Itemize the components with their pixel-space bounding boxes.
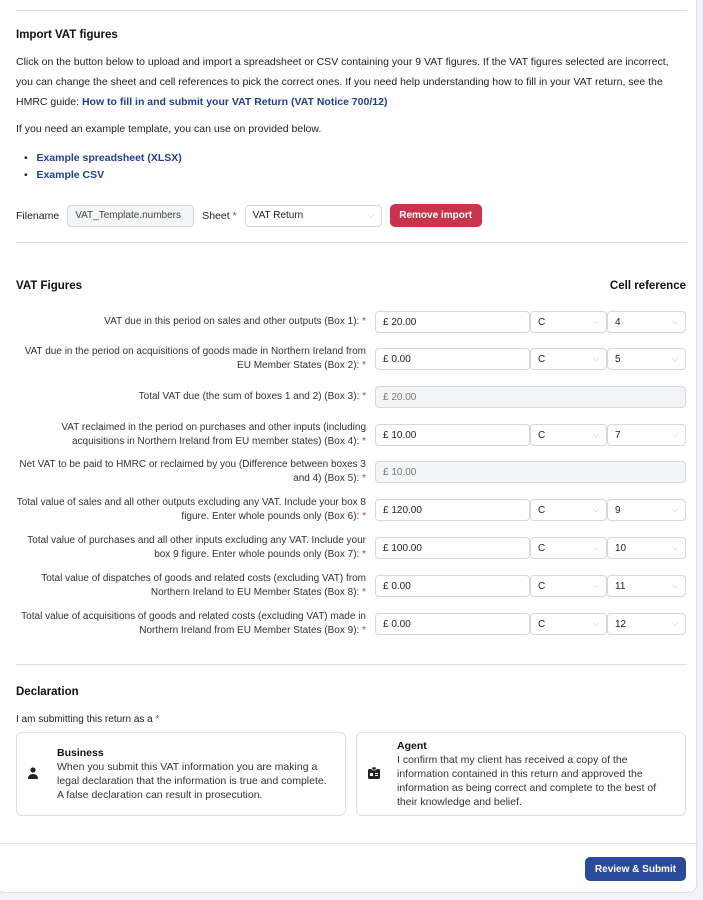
divider	[16, 664, 687, 665]
vat-figure-label	[16, 572, 370, 600]
declaration-title: Declaration	[16, 686, 79, 698]
example-xlsx-link[interactable]: Example spreadsheet (XLSX)	[36, 152, 182, 164]
column-value: C	[538, 542, 546, 554]
chevron-down-icon: ⌵	[671, 354, 678, 363]
row-value: 9	[615, 504, 621, 516]
list-item: • Example CSV	[24, 169, 105, 181]
import-controls	[16, 204, 482, 227]
review-submit-button[interactable]: Review & Submit	[585, 857, 686, 881]
required-icon: *	[155, 714, 160, 725]
required-icon: *	[232, 209, 237, 222]
label-text: Total value of sales and all other outputs excluding any VAT. Include your box 8 figure. Enter whole pounds only (Box 6):	[16, 497, 366, 522]
remove-import-button[interactable]: Remove import	[390, 204, 482, 227]
label-text: Net VAT to be paid to HMRC or reclaimed by you (Difference between boxes 3 and 4) (Box 5):	[19, 459, 366, 484]
filename-field[interactable]: VAT_Template.numbers	[67, 205, 194, 227]
label-text: VAT due in the period on acquisitions of goods made in Northern Ireland from EU Member States (Box 2):	[24, 346, 366, 371]
cell-column-select[interactable]	[530, 537, 607, 559]
hmrc-guide-link[interactable]: How to fill in and submit your VAT Return (VAT Notice 700/12)	[81, 96, 388, 108]
vat-figure-input[interactable]: £ 20.00	[375, 311, 530, 333]
vat-figures-title: VAT Figures	[16, 280, 83, 292]
column-value: C	[538, 618, 546, 630]
divider	[16, 242, 687, 243]
cell-column-select[interactable]	[530, 499, 607, 521]
chevron-down-icon: ⌵	[592, 543, 599, 552]
example-links	[24, 150, 182, 184]
vat-figure-row	[16, 307, 686, 337]
chevron-down-icon: ⌵	[592, 317, 599, 326]
row-value: 7	[615, 429, 621, 441]
vat-figure-row	[16, 344, 686, 374]
column-value: C	[538, 580, 546, 592]
cell-row-select[interactable]	[607, 499, 686, 521]
vat-figure-input[interactable]: £ 0.00	[375, 348, 530, 370]
chevron-down-icon: ⌵	[671, 430, 678, 439]
label-text: Total value of purchases and all other inputs excluding any VAT. Include your box 9 figure. Enter whole pounds only (Box 7):	[27, 535, 366, 560]
row-value: 4	[615, 316, 621, 328]
required-icon: *	[362, 360, 366, 371]
sheet-value: VAT Return	[252, 210, 304, 221]
vat-figure-input[interactable]: £ 10.00	[375, 424, 530, 446]
vat-figure-row	[16, 609, 686, 639]
vat-figure-row	[16, 533, 686, 563]
cell-column-select[interactable]	[530, 311, 607, 333]
sheet-label-text: Sheet	[202, 209, 230, 222]
cell-row-select[interactable]	[607, 311, 686, 333]
option-text	[57, 746, 335, 802]
chevron-down-icon: ⌵	[592, 619, 599, 628]
vat-figure-row	[16, 495, 686, 525]
declaration-prompt	[16, 714, 159, 725]
person-icon	[27, 766, 57, 782]
option-business[interactable]	[16, 732, 346, 816]
vat-figure-row	[16, 420, 686, 450]
vat-figure-input[interactable]: £ 0.00	[375, 613, 530, 635]
required-icon: *	[362, 511, 366, 522]
option-agent[interactable]	[356, 732, 686, 816]
vat-figure-input[interactable]: £ 120.00	[375, 499, 530, 521]
chevron-down-icon: ⌵	[367, 210, 374, 220]
vat-figure-label	[16, 345, 370, 373]
option-text	[397, 739, 675, 809]
cell-column-select[interactable]	[530, 575, 607, 597]
cell-column-select[interactable]	[530, 424, 607, 446]
filename-label: Filename	[16, 209, 60, 222]
option-title: Business	[57, 747, 104, 759]
chevron-down-icon: ⌵	[671, 317, 678, 326]
import-intro	[16, 52, 688, 112]
sheet-label	[202, 210, 236, 222]
row-value: 12	[615, 618, 627, 630]
divider	[0, 843, 698, 844]
vat-figure-label	[16, 315, 370, 329]
cell-row-select[interactable]	[607, 575, 686, 597]
sheet-select[interactable]	[245, 205, 382, 227]
vat-figure-row	[16, 571, 686, 601]
chevron-down-icon: ⌵	[592, 430, 599, 439]
chevron-down-icon: ⌵	[671, 581, 678, 590]
label-text: Total value of dispatches of goods and related costs (excluding VAT) from Northern Ireland to EU Member States (Box 8):	[41, 573, 366, 598]
column-value: C	[538, 429, 546, 441]
required-icon: *	[362, 473, 366, 484]
chevron-down-icon: ⌵	[592, 354, 599, 363]
cell-row-select[interactable]	[607, 613, 686, 635]
column-value: C	[538, 504, 546, 516]
import-title: Import VAT figures	[16, 29, 118, 41]
vat-figure-input: £ 10.00	[375, 461, 686, 483]
required-icon: *	[362, 436, 366, 447]
label-text: VAT due in this period on sales and other outputs (Box 1):	[104, 316, 360, 327]
required-icon: *	[362, 391, 366, 402]
option-title: Agent	[397, 740, 427, 752]
vat-figure-input[interactable]: £ 100.00	[375, 537, 530, 559]
cell-row-select[interactable]	[607, 537, 686, 559]
row-value: 10	[615, 542, 627, 554]
list-item: • Example spreadsheet (XLSX)	[24, 152, 182, 164]
required-icon: *	[362, 625, 366, 636]
chevron-down-icon: ⌵	[592, 581, 599, 590]
intro-text: Click on the button below to upload and import a spreadsheet or CSV containing your 9 VAT figures. If the VAT figures selected are incorrect, you can change the sheet and cell references to pick the correct ones. If you need help understanding how to fill in your VAT return, see the HMRC guide:	[16, 56, 669, 108]
column-value: C	[538, 353, 546, 365]
cell-column-select[interactable]	[530, 348, 607, 370]
vat-figure-input: £ 20.00	[375, 386, 686, 408]
required-icon: *	[362, 316, 366, 327]
vat-figure-input[interactable]: £ 0.00	[375, 575, 530, 597]
required-icon: *	[362, 587, 366, 598]
chevron-down-icon: ⌵	[671, 505, 678, 514]
template-text: If you need an example template, you can use on provided below.	[16, 123, 322, 135]
option-description: When you submit this VAT information you are making a legal declaration that the information is true and complete. A false declaration can result in prosecution.	[57, 761, 327, 801]
divider	[16, 10, 687, 11]
label-text: VAT reclaimed in the period on purchases and other inputs (including acquisitions in Northern Ireland from EU member states) (Box 4):	[61, 422, 366, 447]
vat-figure-row	[16, 382, 686, 412]
vat-figure-label	[16, 610, 370, 638]
id-badge-icon	[367, 766, 397, 783]
option-description: I confirm that my client has received a copy of the information contained in this return and approved the information as being correct and complete to the best of their knowledge and belief.	[397, 754, 657, 808]
example-csv-link[interactable]: Example CSV	[36, 169, 105, 181]
vat-figure-label	[16, 458, 370, 486]
vat-figure-label	[16, 496, 370, 524]
chevron-down-icon: ⌵	[592, 505, 599, 514]
cell-row-select[interactable]	[607, 348, 686, 370]
cell-reference-title: Cell reference	[609, 280, 686, 292]
cell-row-select[interactable]	[607, 424, 686, 446]
chevron-down-icon: ⌵	[671, 619, 678, 628]
required-icon: *	[362, 549, 366, 560]
chevron-down-icon: ⌵	[671, 543, 678, 552]
vat-figure-label	[16, 421, 370, 449]
vat-figure-label	[16, 390, 370, 404]
row-value: 5	[615, 353, 621, 365]
cell-column-select[interactable]	[530, 613, 607, 635]
row-value: 11	[615, 580, 626, 592]
vat-figure-row	[16, 457, 686, 487]
label-text: Total value of acquisitions of goods and related costs (excluding VAT) made in Northern Ireland from EU Member States (Box 9):	[21, 611, 366, 636]
prompt-text: I am submitting this return as a	[16, 714, 153, 725]
vat-figure-label	[16, 534, 370, 562]
label-text: Total VAT due (the sum of boxes 1 and 2) (Box 3):	[138, 391, 360, 402]
column-value: C	[538, 316, 546, 328]
